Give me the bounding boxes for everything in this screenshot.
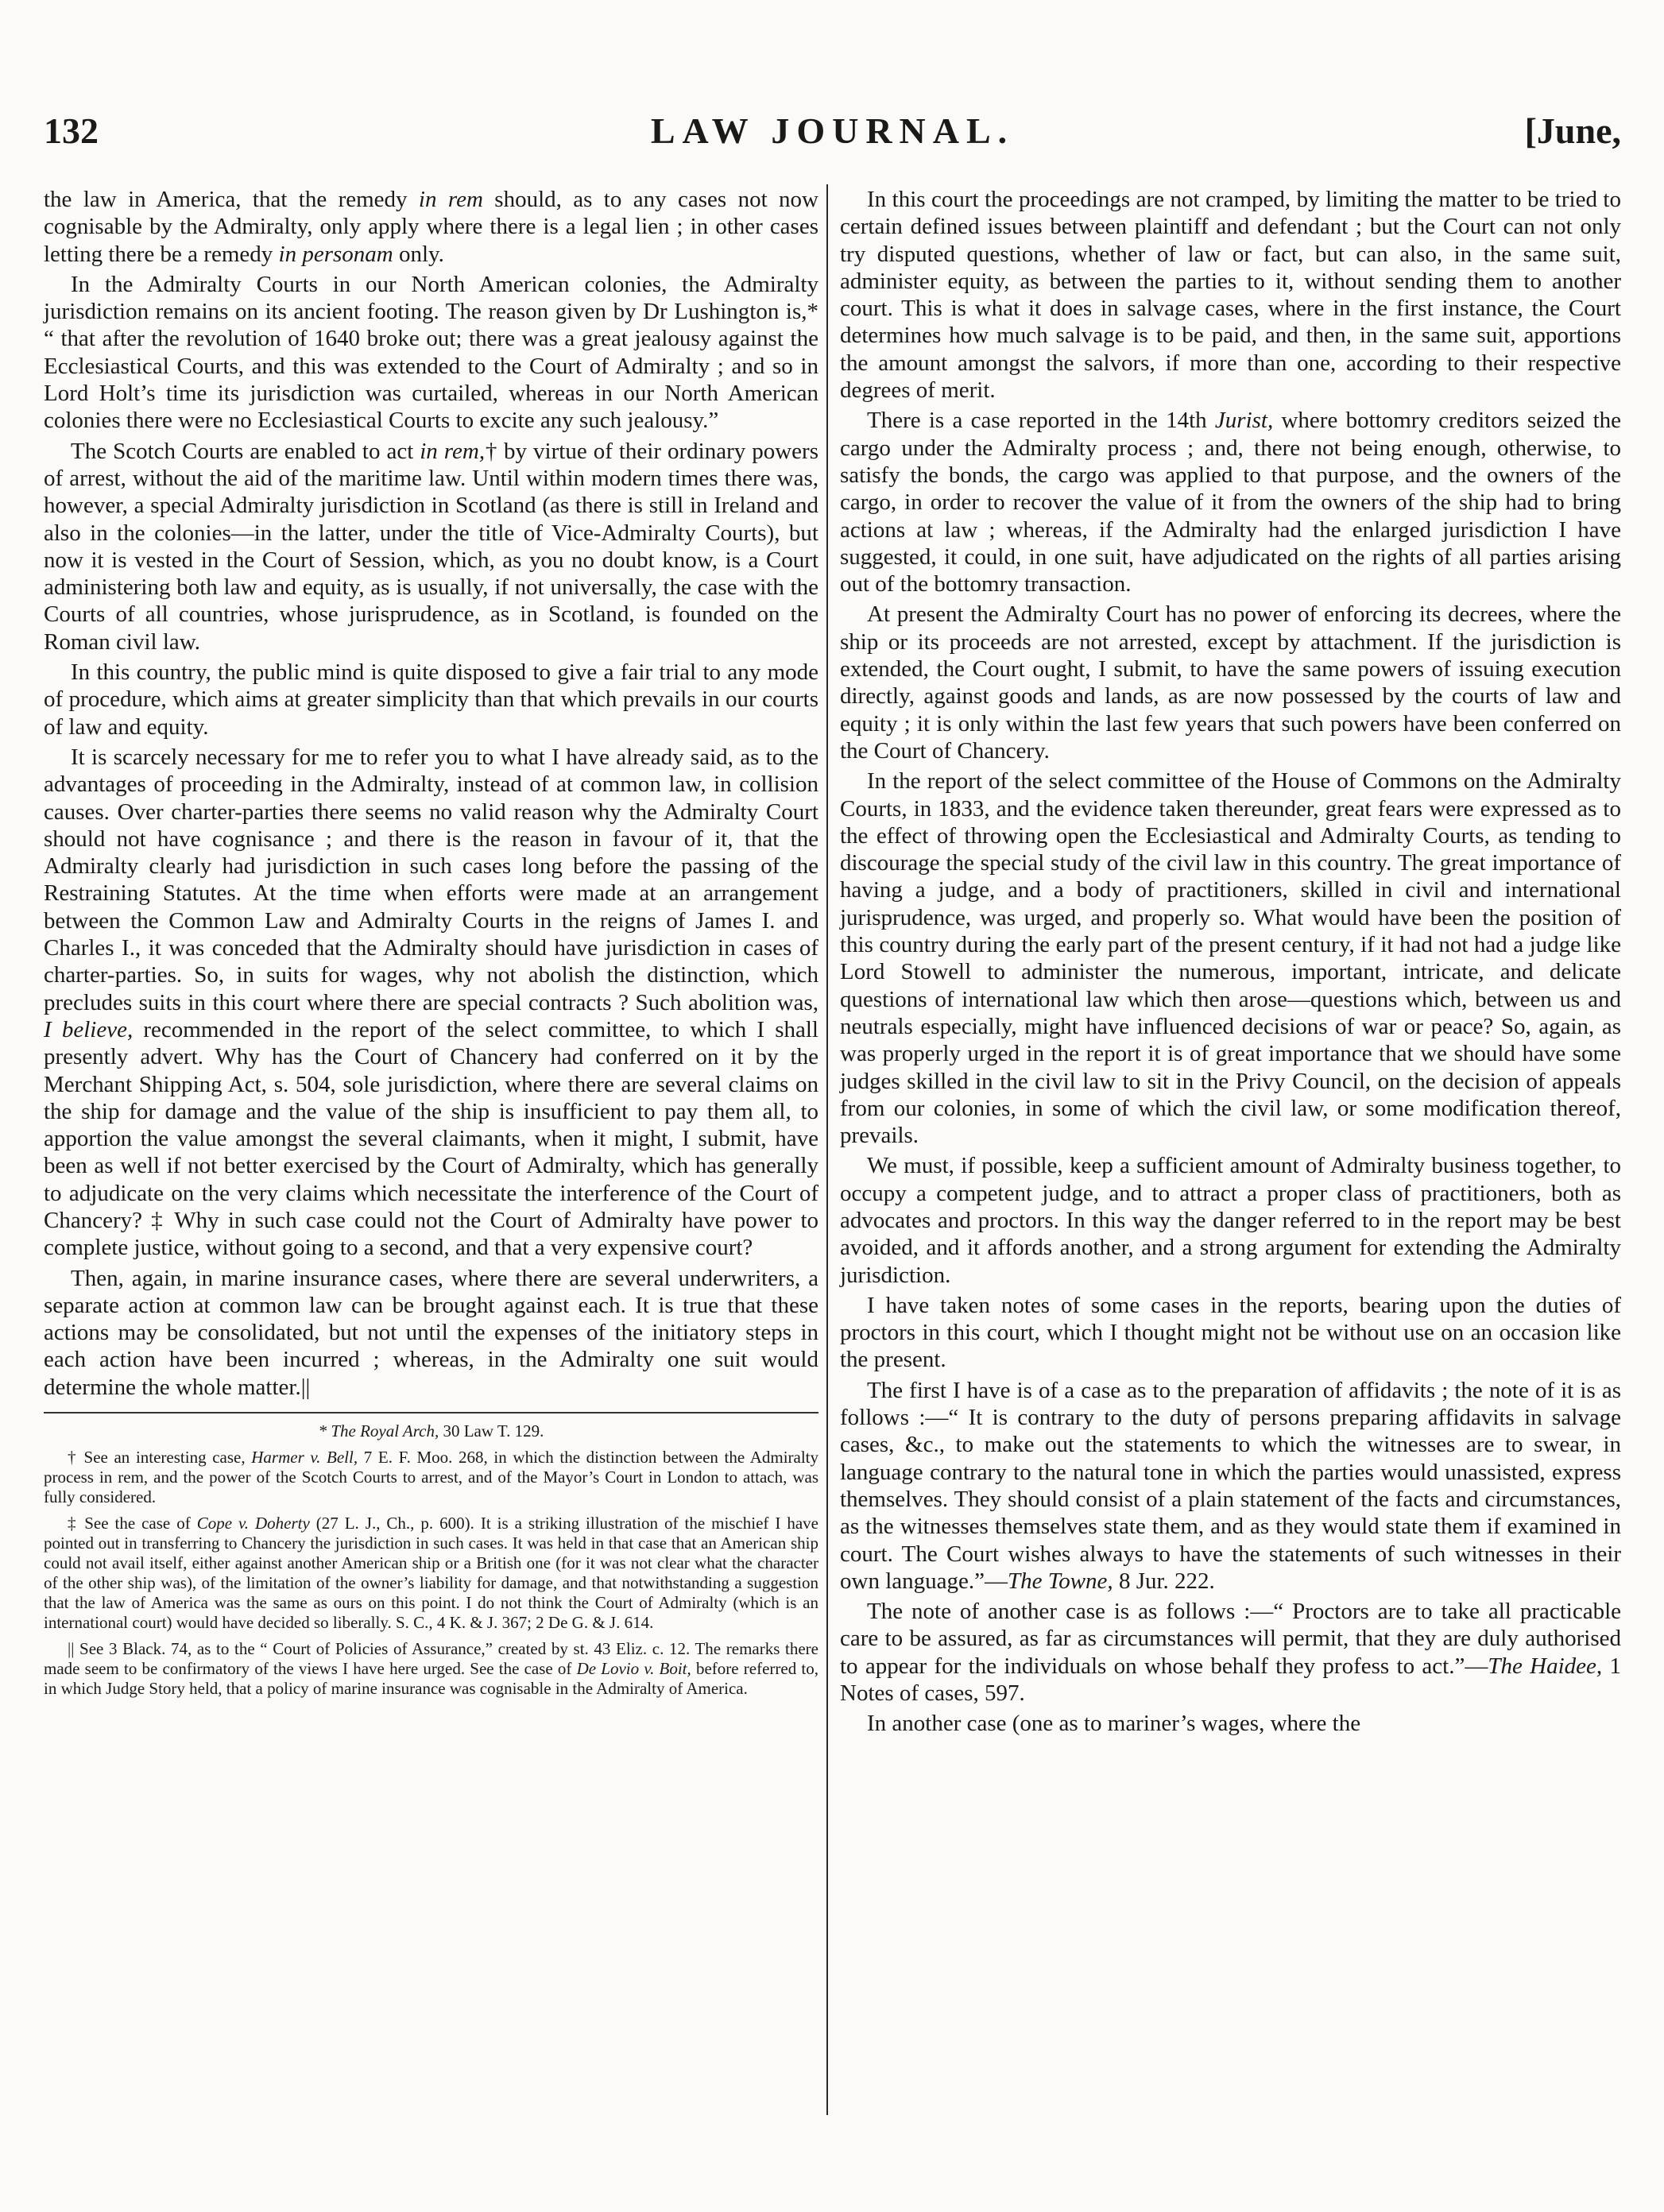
footnote [44, 1448, 818, 1507]
text-run: (27 L. J., Ch., p. 600). It is a striking illustration of the mischief I have pointed out in transferring to Chancery the jurisdiction in such cases. It was held in that case that an American ship could not avail itself, either against another American ship or a British one (for it was not clear what the character of the other ship was), of the limitation of the owner’s liability for damage, and that notwithstanding a suggestion that the law of America was the same as ours on this point. I do not think the Court of Admiralty (which is an international court) would have decided so liberally. S. C., 4 K. & J. 367; 2 De G. & J. 614. [44, 1514, 819, 1633]
text-run: || See 3 Black. 74, as to the “ Court of Policies of Assurance,” created by st. 43 Eliz. c. 12. The remarks there made seem to be confirmatory of the views I have here urged. See the case of [44, 1639, 818, 1679]
journal-title: LAW JOURNAL. [650, 110, 1015, 151]
paragraph: At present the Admiralty Court has no power of enforcing its decrees, where the ship or its proceeds are not arrested, except by attachment. If the jurisdiction is extended, the Court ought, I submit, to have the same powers of issuing execution directly, against goods and lands, as are now possessed by the courts of law and equity ; it is only within the last few years that such powers have been conferred on the Court of Chancery. [840, 601, 1621, 764]
footnote-divider [44, 1412, 818, 1413]
italic-run: in personam [278, 241, 393, 267]
running-header [44, 110, 1621, 157]
page-number: 132 [44, 110, 99, 151]
footnote [44, 1421, 818, 1441]
text-run: The first I have is of a case as to the preparation of affidavits ; the note of it is as follows :—“ It is contrary to the duty of persons preparing affidavits in salvage cases, &c., to make out the statements to which the witnesses are to swear, in language contrary to the natural tone in which the parties would unassisted, express themselves. They should consist of a plain statement of the facts and circumstances, as the witnesses themselves state them, and as they would state them if examined in court. The Court wishes always to have the statements of such witnesses in their own language.”— [840, 1377, 1621, 1594]
paragraph [44, 438, 818, 655]
paragraph [840, 1598, 1621, 1707]
text-run: It is scarcely necessary for me to refer you to what I have already said, as to the advantages of proceeding in the Admiralty, instead of at common law, in collision causes. Over charter-parties there seems no valid reason why the Admiralty Court should not have cognisance ; and there is the reason in favour of it, that the Admiralty clearly had jurisdiction in such cases long before the passing of the Restraining Statutes. At the time when efforts were made at an arrangement between the Common Law and Admiralty Courts in the reigns of James I. and Charles I., it was conceded that the Admiralty should have jurisdiction in cases of charter-parties. So, in suits for wages, why not abolish the distinction, which precludes suits in this court where there are special contracts ? Such abolition was, [44, 744, 818, 1015]
text-run: There is a case reported in the 14th [867, 408, 1215, 434]
paragraph: In this country, the public mind is quite disposed to give a fair trial to any mode of procedure, which aims at greater simplicity than that which prevails in our courts of law and equity. [44, 659, 818, 740]
footnote [44, 1639, 818, 1699]
text-run: the law in America, that the remedy [44, 187, 419, 212]
italic-run: in rem [418, 187, 483, 212]
text-run: recommended in the report of the select committee, to which I shall presently advert. Why has the Court of Chancery had conferred on it by the Merchant Shipping Act, s. 504, sole jurisdiction, where there are several claims on the ship for damage and the value of the ship is insufficient to pay them all, to apportion the value amongst the several claimants, when it might, I submit, have been as well if not better exercised by the Court of Admiralty, which has generally to adjudicate on the very claims which necessitate the interference of the Court of Chancery? ‡ Why in such case could not the Court of Admiralty have power to complete justice, without going to a second, and that a very expensive court? [44, 1016, 818, 1261]
text-run: 7 E. F. Moo. 268, in which the distinction between the Admiralty process in rem, and the power of the Scotch Courts to arrest, and of the Mayor’s Court in London to attach, was fully considered. [44, 1448, 819, 1507]
italic-run: Jurist, [1214, 408, 1274, 434]
paragraph: In this court the proceedings are not cramped, by limiting the matter to be tried to certain defined issues between plaintiff and defendant ; but the Court can not only try disputed questions, whether of law or fact, but can also, in the same suit, administer equity, as between the parties to it, without sending them to another court. This is what it does in salvage cases, where in the first instance, the Court determines how much salvage is to be paid, and then, in the same suit, apportions the amount amongst the salvors, if more than one, according to their respective degrees of merit. [840, 187, 1621, 404]
text-run: before referred to, in which Judge Story held, that a policy of marine insurance was cognisable in the Admiralty of America. [44, 1659, 818, 1699]
text-run: The note of another case is as follows :—“ Proctors are to take all practicable care to be assured, as far as circumstances will permit, that they are duly authorised to appear for the individuals on whose behalf they profess to act.”— [840, 1599, 1621, 1679]
paragraph: I have taken notes of some cases in the reports, bearing upon the duties of proctors in this court, which I thought might not be without use on an occasion like the present. [840, 1292, 1621, 1373]
text-run: † See an interesting case, [68, 1448, 252, 1468]
text-run: The Scotch Courts are enabled to act [71, 438, 420, 464]
text-run: only. [393, 241, 444, 267]
footnote [44, 1514, 818, 1633]
paragraph: In the report of the select committee of the House of Commons on the Admiralty Courts, in 1833, and the evidence taken thereunder, great fears were expressed as to the effect of throwing open the Ecclesiastical and Admiralty Courts, as tending to discourage the special study of the civil law in this country. The great importance of having a judge, and a body of practitioners, skilled in civil and international jurisprudence, was urged, and properly so. What would have been the position of this country during the early part of the present century, if it had not had a judge like Lord Stowell to administer the numerous, important, intricate, and delicate questions of international law which then arose—questions which, between us and neutrals especially, might have influenced decisions of war or peace? So, again, as was properly urged in the report it is of great importance that we should have some judges skilled in the civil law to sit in the Privy Council, on the decision of appeals from our colonies, in some of which the civil law, or some modification thereof, prevails. [840, 768, 1621, 1149]
italic-run: De Lovio v. Boit, [576, 1659, 691, 1679]
paragraph: In another case (one as to mariner’s wages, where the [867, 1711, 1361, 1737]
text-run: should, as to any cases not now cognisable by the Admiralty, only apply where there is a legal lien ; in other cases letting there be a remedy [44, 187, 818, 267]
paragraph: Then, again, in marine insurance cases, where there are several underwriters, a separate action at common law can be brought against each. It is true that these actions may be consolidated, but not until the expenses of the initiatory steps in each action have been incurred ; whereas, in the Admiralty one suit would determine the whole matter.|| [44, 1265, 818, 1400]
text-run: where bottomry creditors seized the cargo under the Admiralty process ; and, there not being enough, otherwise, to satisfy the bonds, the cargo was applied to that purpose, and the owners of the cargo, in order to recover the value of it from the owners of the ship had to bring actions at law ; whereas, if the Admiralty had the enlarged jurisdiction I have suggested, it could, in one suit, have adjudicated on the rights of all parties arising out of the bottomry transaction. [840, 408, 1622, 597]
italic-run: The Towne, [1008, 1568, 1113, 1594]
italic-run: The Haidee, [1488, 1653, 1603, 1679]
text-run: 8 Jur. 222. [1113, 1568, 1215, 1594]
italic-run: I believe, [44, 1016, 134, 1042]
paragraph [44, 186, 818, 268]
paragraph [44, 744, 818, 1262]
text-run: 30 Law T. 129. [439, 1421, 544, 1441]
paragraph: We must, if possible, keep a sufficient amount of Admiralty business together, to occupy a competent judge, and to attract a proper class of practitioners, both as advocates and proctors. In this way the danger referred to in the report may be best avoided, and it affords another, and a strong argument for extending the Admiralty jurisdiction. [840, 1153, 1621, 1288]
italic-run: * The Royal Arch, [318, 1421, 439, 1441]
text-run: † by virtue of their ordinary powers of arrest, without the aid of the maritime law. Until within modern times there was, however, a special Admiralty jurisdiction in Scotland (as there is still in Ireland and also in the colonies—in the latter, under the title of Vice-Admiralty Courts), but now it is vested in the Court of Session, which, as you no doubt know, is a Court administering both law and equity, as is usually, if not universally, the case with the Courts of all countries, whose jurisprudence, as in Scotland, is founded on the Roman civil law. [44, 438, 818, 655]
italic-run: Harmer v. Bell, [251, 1448, 358, 1468]
right-column [840, 186, 1621, 1741]
column-rule [826, 184, 828, 2115]
paragraph [840, 1377, 1621, 1595]
paragraph [840, 407, 1621, 597]
text-run: 1 Notes of cases, 597. [840, 1653, 1622, 1707]
italic-run: Cope v. Doherty [196, 1514, 310, 1533]
running-month: [June, [1524, 110, 1621, 151]
paragraph: In the Admiralty Courts in our North American colonies, the Admiralty jurisdiction remains on its ancient footing. The reason given by Dr Lushington is,* “ that after the revolution of 1640 broke out; there was a great jealousy against the Ecclesiastical Courts, and this was extended to the Court of Admiralty ; and so in Lord Holt’s time its jurisdiction was curtailed, whereas in our North American colonies there were no Ecclesiastical Courts to excite any such jealousy.” [44, 271, 818, 434]
italic-run: in rem, [420, 438, 486, 464]
left-column [44, 186, 818, 1705]
text-run: ‡ See the case of [68, 1514, 197, 1533]
